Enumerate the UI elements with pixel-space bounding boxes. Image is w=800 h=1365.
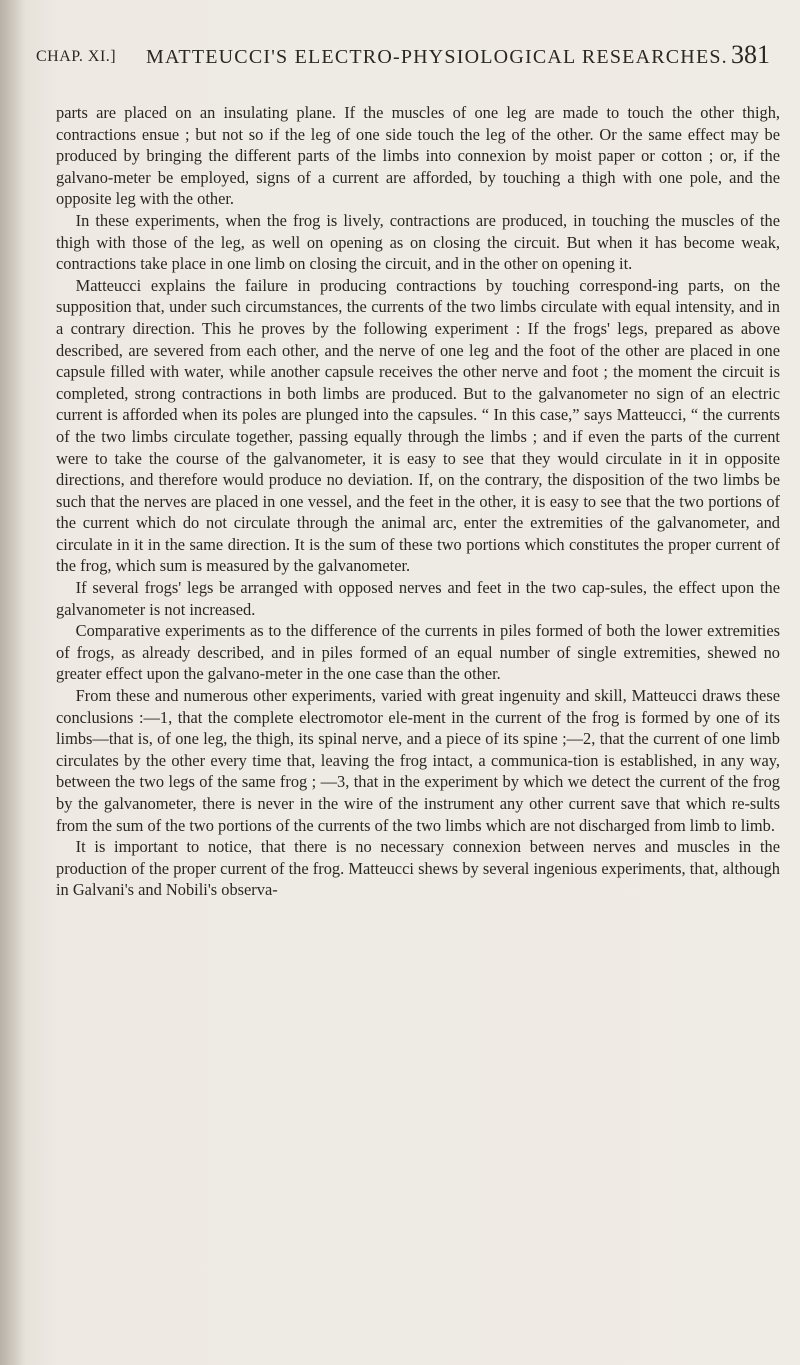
paragraph: In these experiments, when the frog is lively, contractions are produced, in touching the muscles of the thigh with those of the leg, as well on opening as on closing the circuit. But when it has become weak, contractions take place in one limb on closing the circuit, and in the other on opening it. [56,210,780,274]
paragraph: parts are placed on an insulating plane. If the muscles of one leg are made to touch the other thigh, contractions ensue ; but not so if the leg of one side touch the leg of the other. Or the same effect may be produced by bringing the different parts of the limbs into connexion by moist paper or cotton ; or, if the galvano-meter be employed, signs of a current are afforded, by touching a thigh with one pole, and the opposite leg with the other. [56,103,780,209]
paragraph: It is important to notice, that there is no necessary connexion between nerves and muscles in the production of the proper current of the frog. Matteucci shews by several ingenious experiments, that, although in Galvani's and Nobili's observa- [56,837,780,900]
binding-shadow [0,0,26,1365]
body-text [56,102,780,901]
page-number: 381 [731,40,770,69]
chapter-reference: CHAP. XI.] [36,48,117,65]
paragraph: If several frogs' legs be arranged with opposed nerves and feet in the two cap-sules, the effect upon the galvanometer is not increased. [56,578,780,619]
paragraph: Comparative experiments as to the difference of the currents in piles formed of both the lower extremities of frogs, as already described, and in piles formed of an equal number of single extremities, shewed no greater effect upon the galvano-meter in the one case than the other. [56,621,780,684]
running-title: MATTEUCCI'S ELECTRO-PHYSIOLOGICAL RESEARCHES. [146,46,728,68]
paragraph: Matteucci explains the failure in producing contractions by touching correspond-ing parts, on the supposition that, under such circumstances, the currents of the two limbs circulate with equal intensity, and in a contrary direction. This he proves by the following experiment : If the frogs' legs, prepared as above described, are severed from each other, and the nerve of one leg and the foot of the other are placed in one capsule filled with water, while another capsule receives the other nerve and foot ; the moment the circuit is completed, strong contractions in both limbs are produced. But to the galvanometer no sign of an electric current is afforded when its poles are plunged into the capsules. “ In this case,” says Matteucci, “ the currents of the two limbs circulate together, passing equally through the limbs ; and if even the parts of the current were to take the course of the galvanometer, it is easy to see that they would circulate in it in opposite directions, and therefore would produce no deviation. If, on the contrary, the disposition of the two limbs be such that the nerves are placed in one vessel, and the feet in the other, it is easy to see that the two portions of the current which do not circulate through the animal arc, enter the extremities of the galvanometer, and circulate in it in the same direction. It is the sum of these two portions which constitutes the proper current of the frog, which sum is measured by the galvanometer. [56,275,780,576]
paragraph: From these and numerous other experiments, varied with great ingenuity and skill, Matteucci draws these conclusions :—1, that the complete electromotor ele-ment in the current of the frog is formed by one of its limbs—that is, of one leg, the thigh, its spinal nerve, and a piece of its spine ;—2, that the current of one limb circulates by the other every time that, leaving the frog intact, a communica-tion is established, in any way, between the two legs of the same frog ; —3, that in the experiment by which we detect the current of the frog by the galvanometer, there is never in the wire of the instrument any other current save that which re-sults from the sum of the two portions of the currents of the two limbs which are not discharged from limb to limb. [56,686,780,835]
running-header [36,40,770,74]
